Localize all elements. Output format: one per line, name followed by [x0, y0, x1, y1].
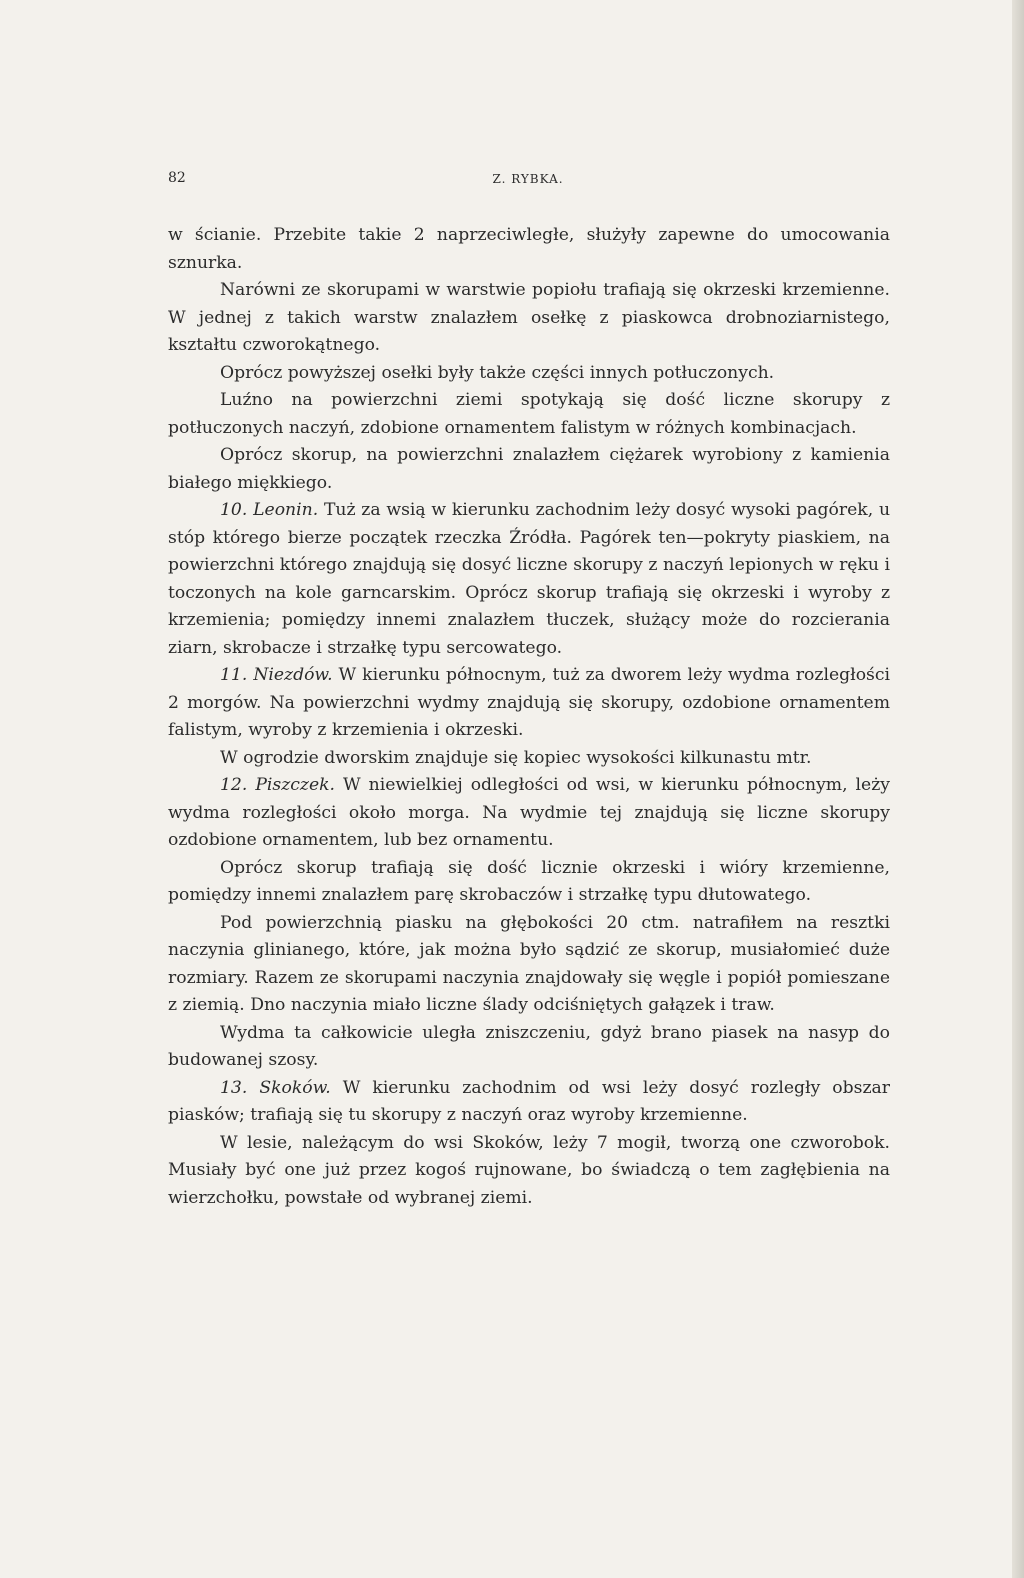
paragraph-text: W niewielkiej odległości od wsi, w kierunku północnym, leży wydma rozległości około morga. Na wydmie tej znajdują się liczne skorupy ozdobione ornamentem, lub bez ornamentu.	[168, 775, 890, 850]
paragraph-text: W kierunku północnym, tuż za dworem leży wydma rozległości 2 morgów. Na powierzchni wydmy znajdują się skorupy, ozdobione ornamentem falistym, wyroby z krzemienia i okrzeski.	[168, 665, 890, 740]
paragraph-text: Narówni ze skorupami w warstwie popiołu trafiają się okrzeski krzemienne. W jednej z takich warstw znalazłem osełkę z piaskowca drobnoziarnistego, kształtu czworokątnego.	[168, 280, 890, 355]
paragraph-text: Wydma ta całkowicie uległa zniszczeniu, gdyż brano piasek na nasyp do budowanej szosy.	[168, 1022, 890, 1070]
paragraph-text: W ogrodzie dworskim znajduje się kopiec wysokości kilkunastu mtr.	[220, 747, 812, 768]
paragraph	[168, 497, 890, 662]
paragraph	[168, 910, 890, 1020]
page-edge	[1012, 0, 1024, 1578]
paragraph	[168, 855, 890, 910]
paragraph	[168, 1075, 890, 1130]
paragraph-text: Tuż za wsią w kierunku zachodnim leży dosyć wysoki pagórek, u stóp którego bierze początek rzeczka Źródła. Pagórek ten—pokryty piaskiem, na powierzchni którego znajdują się dosyć liczne skorupy z naczyń lepionych w ręku i toczonych na kole garncarskim. Oprócz skorup trafiają się okrzeski i wyroby z krzemienia; pomiędzy innemi znalazłem tłuczek, służący może do rozcierania ziarn, skrobacze i strzałkę typu sercowatego.	[168, 500, 891, 658]
paragraph	[168, 662, 890, 745]
body-text	[168, 222, 890, 1212]
paragraph-text: Pod powierzchnią piasku na głębokości 20 ctm. natrafiłem na resztki naczynia glinianego, które, jak można było sądzić ze skorup, musiałomieć duże rozmiary. Razem ze skorupami naczynia znajdowały się węgle i popiół pomieszane z ziemią. Dno naczynia miało liczne ślady odciśniętych gałązek i traw.	[168, 912, 890, 1015]
paragraph	[168, 1020, 890, 1075]
running-head: Z. RYBKA.	[492, 172, 564, 186]
place-name: Niezdów.	[253, 665, 333, 685]
paragraph-text: Oprócz skorup, na powierzchni znalazłem ciężarek wyrobiony z kamienia białego miękkiego.	[168, 445, 890, 493]
section-number: 10.	[220, 500, 248, 520]
page-header	[168, 170, 888, 194]
paragraph-text: Oprócz powyższej osełki były także części innych potłuczonych.	[220, 362, 775, 383]
paragraph	[168, 277, 890, 360]
paragraph	[168, 442, 890, 497]
place-name: Piszczek.	[255, 775, 336, 795]
section-number: 12.	[220, 775, 248, 795]
paragraph-text: W kierunku zachodnim od wsi leży dosyć rozległy obszar piasków; trafiają się tu skorupy z naczyń oraz wyroby krzemienne.	[168, 1077, 890, 1125]
paragraph-text: w ścianie. Przebite takie 2 naprzeciwległe, służyły zapewne do umocowania sznurka.	[168, 225, 890, 273]
paragraph	[168, 360, 890, 388]
section-number: 13.	[220, 1077, 248, 1098]
paragraph	[168, 772, 890, 855]
paragraph	[168, 222, 890, 277]
paragraph-text: Luźno na powierzchni ziemi spotykają się dość liczne skorupy z potłuczonych naczyń, zdobione ornamentem falistym w różnych kombinacjach.	[168, 390, 890, 438]
place-name: Skoków.	[259, 1077, 331, 1098]
paragraph-text: W lesie, należącym do wsi Skoków, leży 7 mogił, tworzą one czworobok. Musiały być one już przez kogoś rujnowane, bo świadczą o tem zagłębienia na wierzchołku, powstałe od wybranej ziemi.	[168, 1132, 890, 1208]
paragraph-text: Oprócz skorup trafiają się dość licznie okrzeski i wióry krzemienne, pomiędzy innemi znalazłem parę skrobaczów i strzałkę typu dłutowatego.	[168, 857, 890, 905]
page-number: 82	[168, 170, 186, 186]
section-number: 11.	[220, 665, 248, 685]
place-name: Leonin.	[253, 500, 319, 520]
paragraph	[168, 745, 890, 773]
paragraph	[168, 1130, 890, 1213]
paragraph	[168, 387, 890, 442]
